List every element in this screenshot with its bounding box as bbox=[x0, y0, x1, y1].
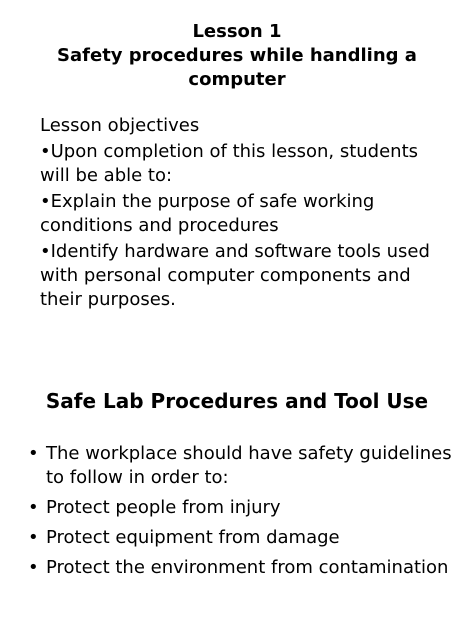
section-title: Safe Lab Procedures and Tool Use bbox=[45, 389, 429, 413]
lesson-title-line: computer bbox=[188, 69, 286, 90]
list-item bbox=[28, 496, 458, 520]
list-item-text: Protect equipment from damage bbox=[46, 527, 340, 548]
list-item bbox=[28, 556, 458, 580]
bullet-icon: • bbox=[28, 557, 39, 578]
bullet-icon: • bbox=[28, 527, 39, 548]
objective-item: •Identify hardware and software tools used with personal computer components and their purposes. bbox=[40, 241, 430, 310]
lesson-title-line: Safety procedures while handling a bbox=[57, 45, 417, 66]
list-item-text: Protect people from injury bbox=[46, 497, 281, 518]
list-item bbox=[28, 442, 458, 490]
objectives-heading: Lesson objectives bbox=[40, 115, 200, 136]
bullet-icon: • bbox=[28, 443, 39, 464]
bullet-list bbox=[28, 442, 458, 586]
list-item bbox=[28, 526, 458, 550]
list-item-text: The workplace should have safety guidelines to follow in order to: bbox=[46, 443, 452, 488]
lesson-objectives bbox=[40, 114, 450, 314]
objective-item: •Upon completion of this lesson, students will be able to: bbox=[40, 141, 419, 186]
lesson-number: Lesson 1 bbox=[192, 21, 282, 42]
list-item-text: Protect the environment from contamination bbox=[46, 557, 449, 578]
bullet-icon: • bbox=[28, 497, 39, 518]
lesson-title bbox=[20, 20, 454, 92]
objective-item: •Explain the purpose of safe working conditions and procedures bbox=[40, 191, 375, 236]
